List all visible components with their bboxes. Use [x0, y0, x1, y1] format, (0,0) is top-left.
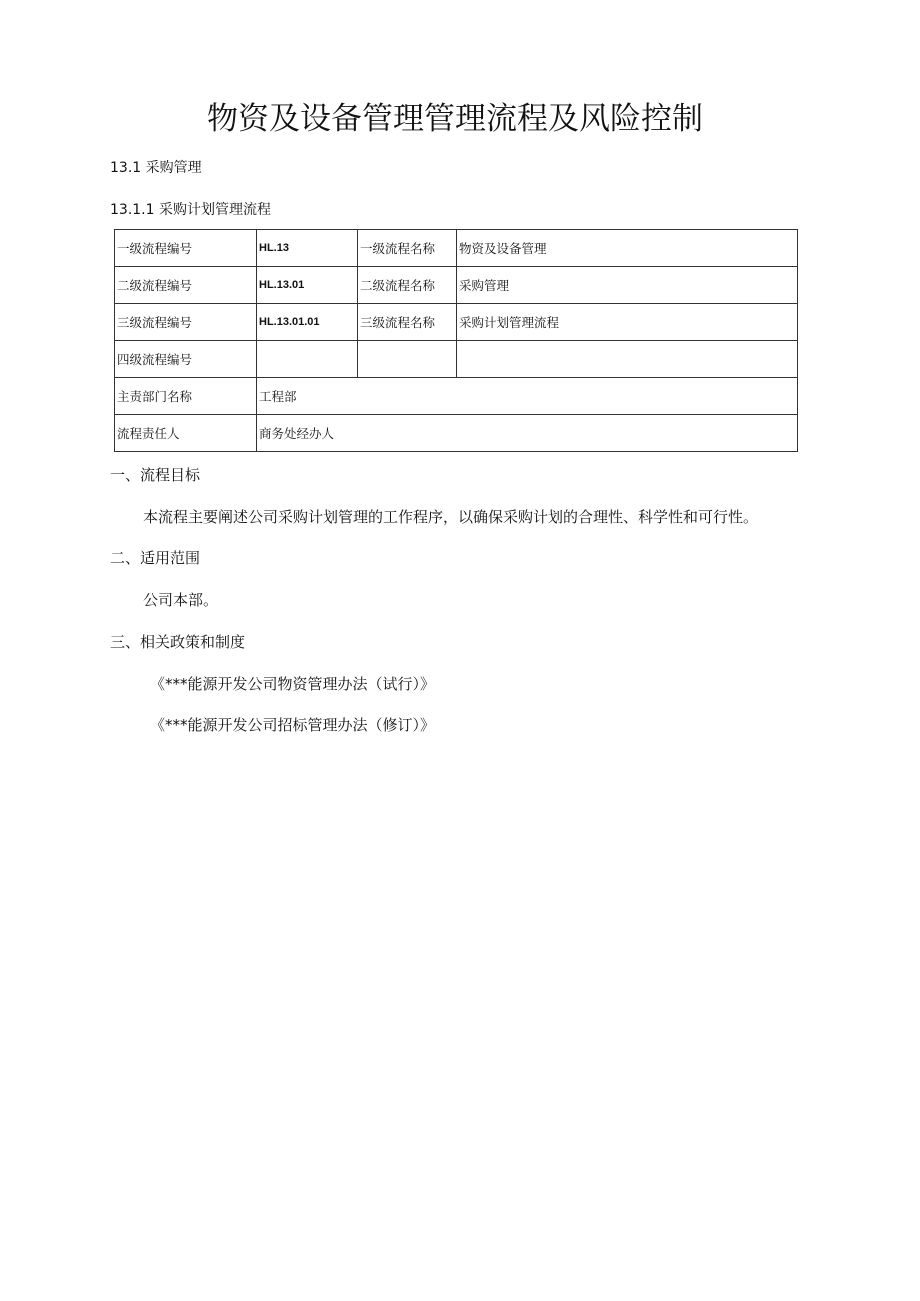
- label-cell: 二级流程名称: [358, 267, 457, 304]
- value-cell: [257, 341, 358, 378]
- value-cell: 物资及设备管理: [457, 230, 798, 267]
- label-cell: 一级流程编号: [115, 230, 257, 267]
- table-row: [115, 415, 798, 452]
- table-row: [115, 378, 798, 415]
- label-cell: 一级流程名称: [358, 230, 457, 267]
- value-cell: HL.13: [257, 230, 358, 267]
- value-cell: HL.13.01.01: [257, 304, 358, 341]
- section-heading-13-1-1: 13.1.1 采购计划管理流程: [110, 202, 271, 218]
- table-row: [115, 267, 798, 304]
- value-cell: 商务处经办人: [257, 415, 798, 452]
- value-cell: 采购管理: [457, 267, 798, 304]
- document-title: 物资及设备管理管理流程及风险控制: [207, 101, 703, 137]
- label-cell: 流程责任人: [115, 415, 257, 452]
- table-row: [115, 341, 798, 378]
- table-row: [115, 304, 798, 341]
- value-cell: HL.13.01: [257, 267, 358, 304]
- value-cell: 工程部: [257, 378, 798, 415]
- policy-item: 《***能源开发公司招标管理办法（修订）》: [150, 716, 436, 734]
- label-cell: 四级流程编号: [115, 341, 257, 378]
- label-cell: 二级流程编号: [115, 267, 257, 304]
- table-row: [115, 230, 798, 267]
- section-heading-policies: 三、相关政策和制度: [110, 633, 246, 651]
- label-cell: [358, 341, 457, 378]
- policy-item: 《***能源开发公司物资管理办法（试行）》: [150, 675, 436, 693]
- label-cell: 主责部门名称: [115, 378, 257, 415]
- label-cell: 三级流程名称: [358, 304, 457, 341]
- scope-paragraph: 公司本部。: [143, 591, 219, 609]
- goal-paragraph: 本流程主要阐述公司采购计划管理的工作程序，以确保采购计划的合理性、科学性和可行性。: [143, 508, 759, 526]
- section-heading-goal: 一、流程目标: [110, 466, 201, 484]
- label-cell: 三级流程编号: [115, 304, 257, 341]
- value-cell: [457, 341, 798, 378]
- section-heading-13-1: 13.1 采购管理: [110, 160, 202, 176]
- section-heading-scope: 二、适用范围: [110, 549, 201, 567]
- process-info-table: [114, 229, 798, 452]
- value-cell: 采购计划管理流程: [457, 304, 798, 341]
